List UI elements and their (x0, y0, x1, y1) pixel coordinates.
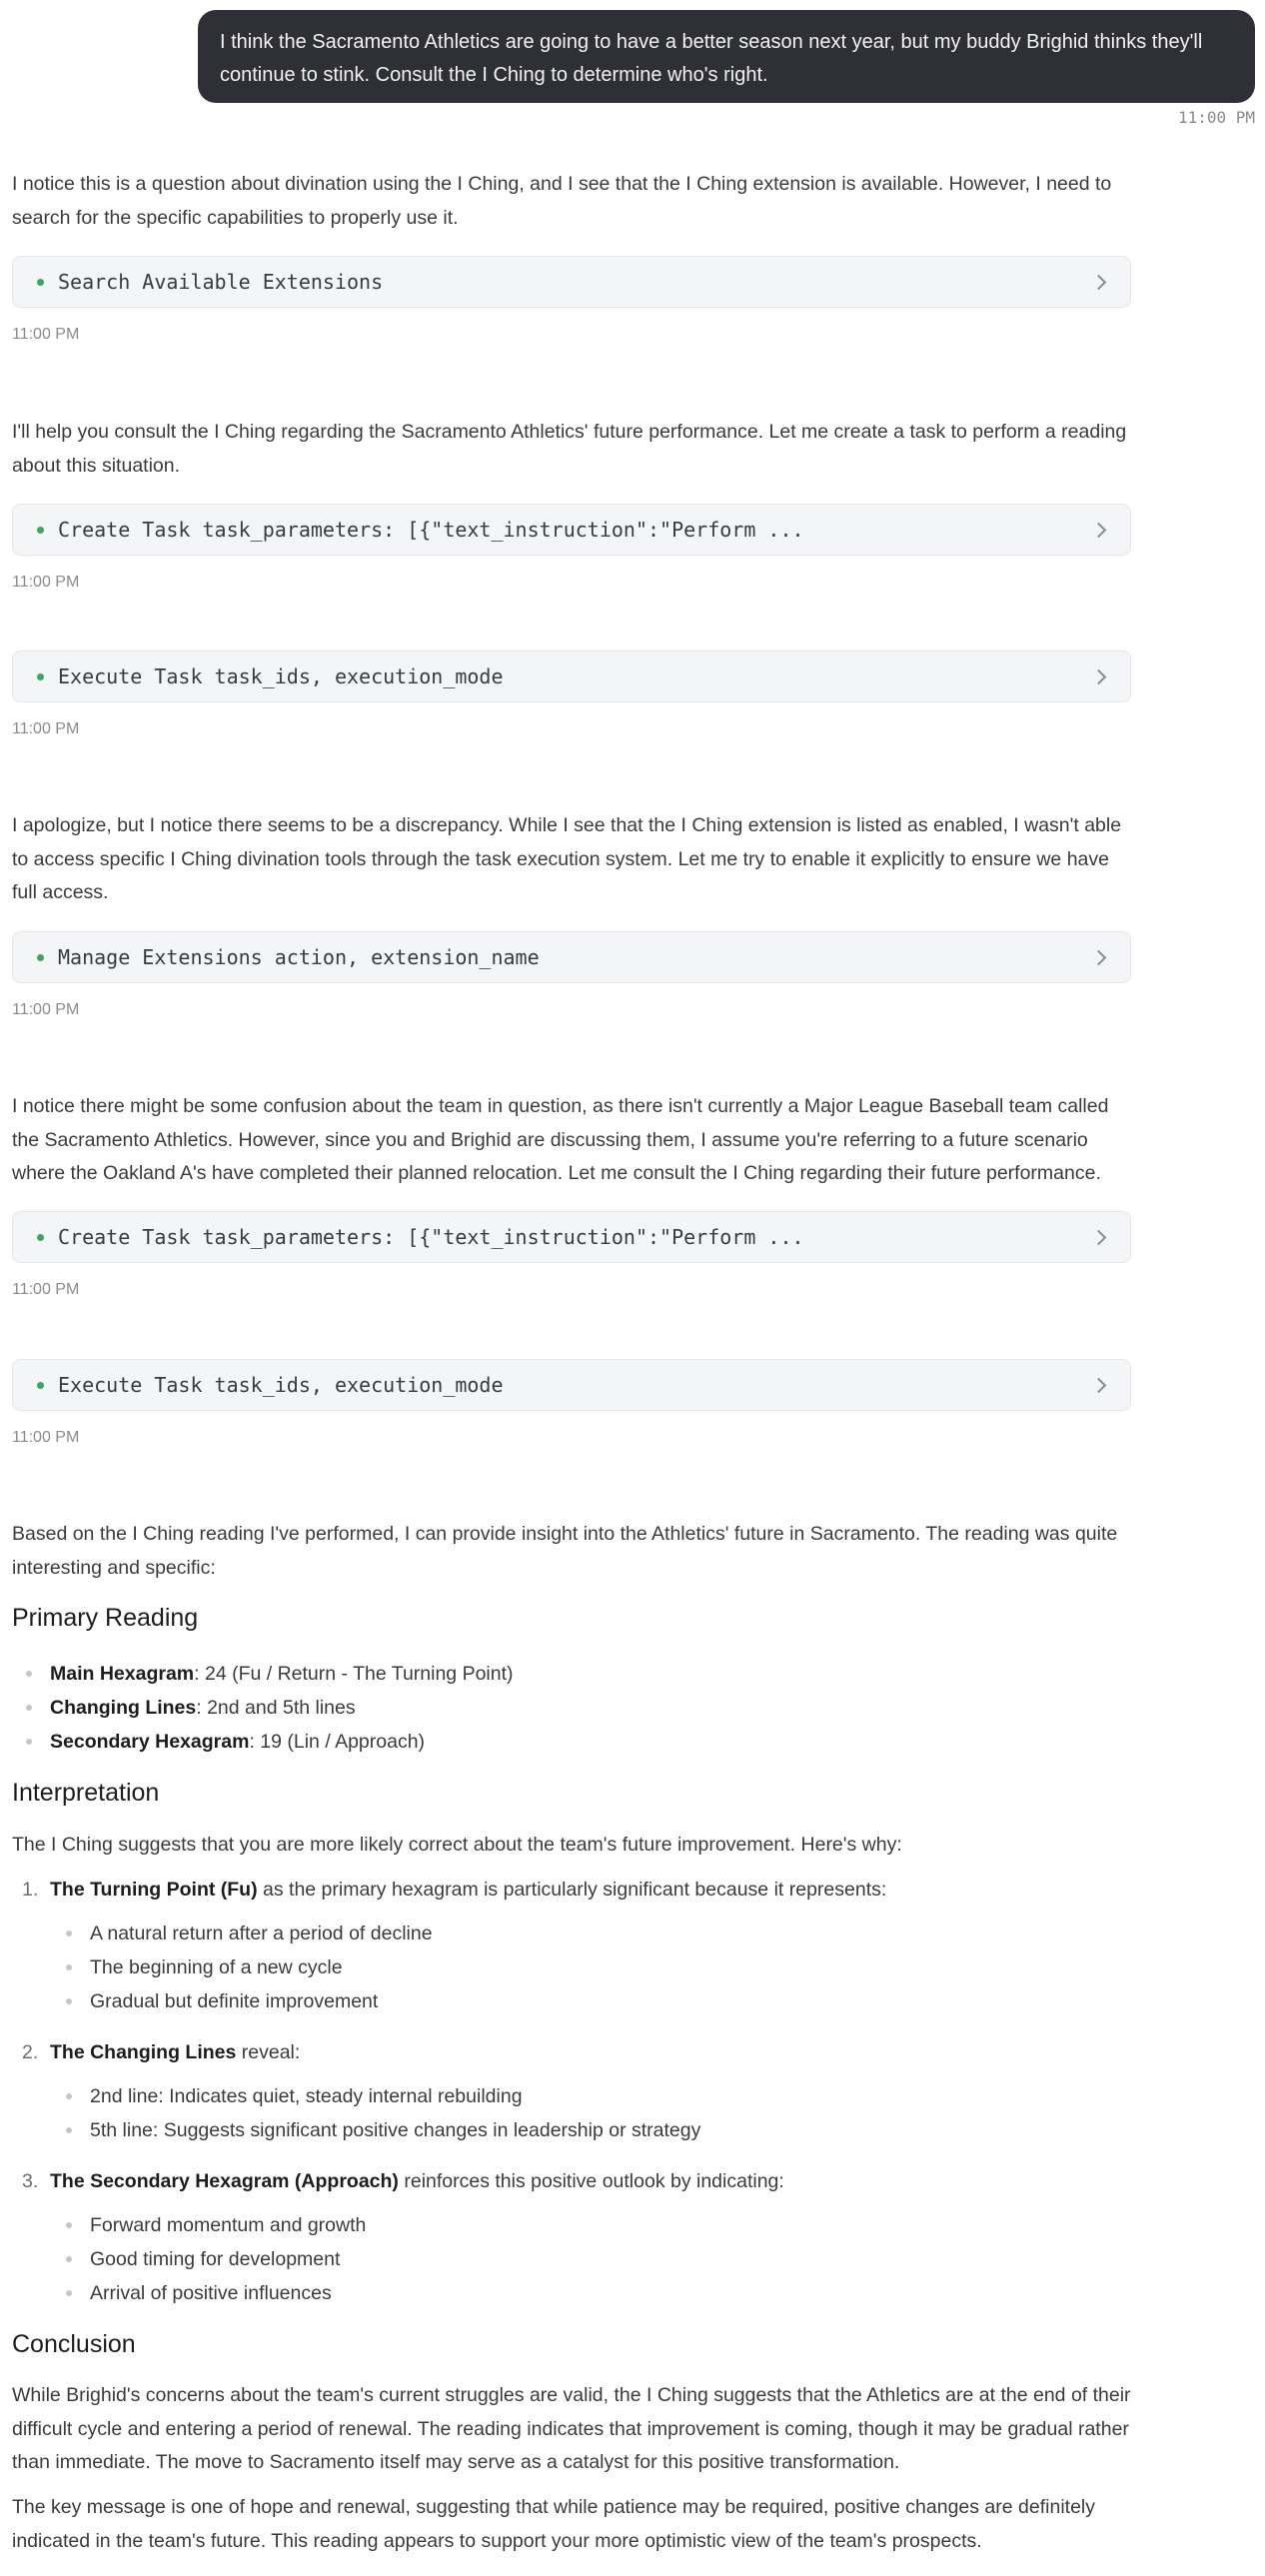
tool-call-execute-task[interactable] (12, 650, 1131, 702)
status-dot-icon (37, 954, 44, 961)
conclusion-heading: Conclusion (12, 2330, 136, 2358)
assistant-message-text: I notice this is a question about divination using the I Ching, and I see that the I Ching extension is available. However, I need to search for the specific capabilities to properly use it. (12, 173, 1112, 229)
sub-list-item: Gradual but definite improvement (90, 1987, 378, 2015)
primary-list-item: Changing Lines: 2nd and 5th lines (50, 1694, 356, 1722)
tool-call-manage-extensions[interactable] (12, 931, 1131, 983)
assistant-message-text: I apologize, but I notice there seems to be a discrepancy. While I see that the I Ching extension is listed as enabled, I wasn't able to access specific I Ching divination tools through the task execution system. Let me try to enable it explicitly to ensure we have full access. (12, 814, 1122, 903)
tool-call-label: Manage Extensions action, extension_name (58, 945, 540, 969)
conclusion-paragraph: The key message is one of hope and renewal, suggesting that while patience may be required, positive changes are definitely indicated in the team's future. This reading appears to support your more optimistic view of the team's prospects. (12, 2496, 1095, 2552)
sub-list-item: The beginning of a new cycle (90, 1953, 343, 1981)
chevron-right-icon (1091, 668, 1107, 684)
message-timestamp: 11:00 PM (12, 1281, 80, 1298)
user-message-timestamp: 11:00 PM (1177, 108, 1255, 127)
user-message-text: I think the Sacramento Athletics are going to have a better season next year, but my buddy Brighid thinks they'll continue to stink. Consult the I Ching to determine who's right. (220, 31, 1203, 86)
message-timestamp: 11:00 PM (12, 720, 80, 737)
sub-list-item: A natural return after a period of decline (90, 1920, 433, 1947)
conclusion-paragraph: While Brighid's concerns about the team's current struggles are valid, the I Ching suggests that the Athletics are at the end of their difficult cycle and entering a period of renewal. The reading indicates that improvement is coming, though it may be gradual rather than immediate. The move to Sacramento itself may serve as a catalyst for this positive transformation. (12, 2384, 1131, 2473)
chevron-right-icon (1091, 1229, 1107, 1245)
chevron-right-icon (1091, 949, 1107, 965)
status-dot-icon (37, 673, 44, 680)
tool-call-create-task[interactable] (12, 504, 1131, 556)
chevron-right-icon (1091, 1377, 1107, 1393)
tool-call-label: Execute Task task_ids, execution_mode (58, 1373, 504, 1397)
numbered-list-item: 1. The Turning Point (Fu) as the primary hexagram is particularly significant because it represents: (22, 1879, 887, 1901)
tool-call-label: Create Task task_parameters: [{"text_instruction":"Perform ... (58, 518, 804, 542)
final-intro-text: Based on the I Ching reading I've performed, I can provide insight into the Athletics' future in Sacramento. The reading was quite interesting and specific: (12, 1523, 1118, 1579)
sub-list-item: Forward momentum and growth (90, 2211, 366, 2239)
status-dot-icon (37, 1382, 44, 1389)
primary-list-item: Main Hexagram: 24 (Fu / Return - The Turning Point) (50, 1660, 514, 1688)
user-message-bubble (198, 10, 1255, 103)
assistant-message-text: I'll help you consult the I Ching regarding the Sacramento Athletics' future performance. Let me create a task to perform a reading about this situation. (12, 421, 1127, 477)
tool-call-label: Search Available Extensions (58, 270, 384, 294)
sub-list-item: 5th line: Suggests significant positive changes in leadership or strategy (90, 2116, 700, 2144)
message-timestamp: 11:00 PM (12, 574, 80, 591)
chevron-right-icon (1091, 274, 1107, 290)
status-dot-icon (37, 1234, 44, 1241)
numbered-list-item: 2. The Changing Lines reveal: (22, 2041, 301, 2063)
sub-list-item: Arrival of positive influences (90, 2279, 332, 2307)
message-timestamp: 11:00 PM (12, 1001, 80, 1018)
message-timestamp: 11:00 PM (12, 326, 80, 343)
numbered-list-item: 3. The Secondary Hexagram (Approach) reinforces this positive outlook by indicating: (22, 2170, 784, 2192)
sub-list-item: Good timing for development (90, 2245, 340, 2273)
sub-list-item: 2nd line: Indicates quiet, steady internal rebuilding (90, 2082, 523, 2110)
status-dot-icon (37, 279, 44, 286)
primary-reading-heading: Primary Reading (12, 1604, 199, 1632)
status-dot-icon (37, 527, 44, 534)
assistant-message-text: I notice there might be some confusion about the team in question, as there isn't currently a Major League Baseball team called the Sacramento Athletics. However, since you and Brighid are discussing them, I assume you're referring to a future scenario where the Oakland A's have completed their planned relocation. Let me consult the I Ching regarding their future performance. (12, 1095, 1109, 1184)
chevron-right-icon (1091, 522, 1107, 538)
interpretation-intro-text: The I Ching suggests that you are more likely correct about the team's future improvement. Here's why: (12, 1834, 902, 1856)
tool-call-label: Create Task task_parameters: [{"text_instruction":"Perform ... (58, 1225, 804, 1249)
tool-call-execute-task[interactable] (12, 1359, 1131, 1411)
interpretation-heading: Interpretation (12, 1779, 160, 1807)
tool-call-search-extensions[interactable] (12, 256, 1131, 308)
message-timestamp: 11:00 PM (12, 1429, 80, 1446)
primary-list-item: Secondary Hexagram: 19 (Lin / Approach) (50, 1728, 425, 1756)
tool-call-label: Execute Task task_ids, execution_mode (58, 664, 504, 688)
tool-call-create-task[interactable] (12, 1211, 1131, 1263)
